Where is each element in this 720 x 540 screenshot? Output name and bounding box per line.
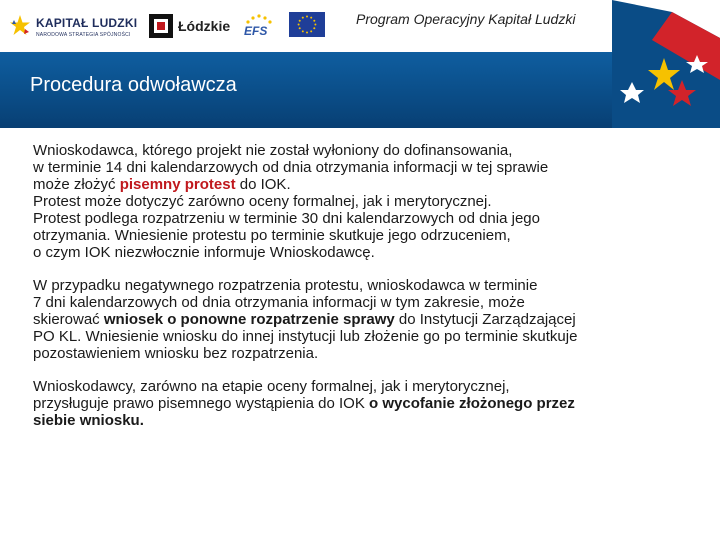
kapital-ludzki-stars-icon — [8, 14, 32, 38]
text-segment: przysługuje prawo pisemnego wystąpienia do IOK — [33, 395, 370, 412]
paragraph-reconsideration — [33, 277, 693, 362]
text-line — [33, 311, 693, 328]
efs-text: EFS — [244, 24, 268, 38]
paragraph-withdrawal — [33, 378, 693, 429]
lodzkie-text: Łódzkie — [178, 18, 231, 34]
lodzkie-logo — [148, 12, 234, 40]
kapital-ludzki-title: KAPITAŁ LUDZKI — [36, 16, 138, 30]
text-line: Wnioskodawca, którego projekt nie został wyłoniony do dofinansowania, — [33, 142, 513, 159]
text-segment: może złożyć — [33, 176, 120, 193]
decorative-ribbon-icon — [612, 0, 720, 128]
slide-content — [33, 142, 693, 429]
eu-flag-icon — [289, 12, 325, 37]
text-line: otrzymania. Wniesienie protestu po terminie skutkuje jego odrzuceniem, — [33, 227, 511, 244]
text-segment: do IOK. — [235, 176, 291, 193]
kapital-ludzki-subtitle: NARODOWA STRATEGIA SPÓJNOŚCI — [36, 32, 131, 38]
slide-title: Procedura odwoławcza — [30, 74, 237, 96]
emphasis-wycofanie: o wycofanie złożonego przez — [369, 395, 575, 412]
text-line: Protest podlega rozpatrzeniu w terminie 30 dni kalendarzowych od dnia jego — [33, 210, 540, 227]
text-line: W przypadku negatywnego rozpatrzenia protestu, wnioskodawca w terminie — [33, 277, 538, 294]
kapital-ludzki-logo — [8, 10, 140, 44]
text-segment: skierować — [33, 311, 104, 328]
text-line: PO KL. Wniesienie wniosku do innej instytucji lub złożenie go po terminie skutkuje — [33, 328, 578, 345]
emphasis-wniosek: wniosek o ponowne rozpatrzenie sprawy — [103, 311, 395, 328]
text-line: o czym IOK niezwłocznie informuje Wnioskodawcę. — [33, 244, 375, 261]
text-line: w terminie 14 dni kalendarzowych od dnia otrzymania informacji w tej sprawie — [33, 159, 549, 176]
text-line — [33, 176, 693, 193]
lodzkie-emblem-icon — [148, 13, 174, 39]
text-line: Protest może dotyczyć zarówno oceny formalnej, jak i merytorycznej. — [33, 193, 492, 210]
emphasis-pisemny-protest: pisemny protest — [119, 176, 236, 193]
text-line: siebie wniosku. — [33, 412, 144, 429]
text-line: Wnioskodawcy, zarówno na etapie oceny formalnej, jak i merytorycznej, — [33, 378, 510, 395]
paragraph-protest — [33, 142, 693, 261]
program-caption: Program Operacyjny Kapitał Ludzki — [356, 11, 576, 27]
text-line: 7 dni kalendarzowych od dnia otrzymania informacji w tym zakresie, może — [33, 294, 525, 311]
text-line — [33, 395, 693, 412]
text-segment: do Instytucji Zarządzającej — [394, 311, 576, 328]
text-line: pozostawieniem wniosku bez rozpatrzenia. — [33, 345, 319, 362]
efs-logo — [240, 12, 280, 42]
